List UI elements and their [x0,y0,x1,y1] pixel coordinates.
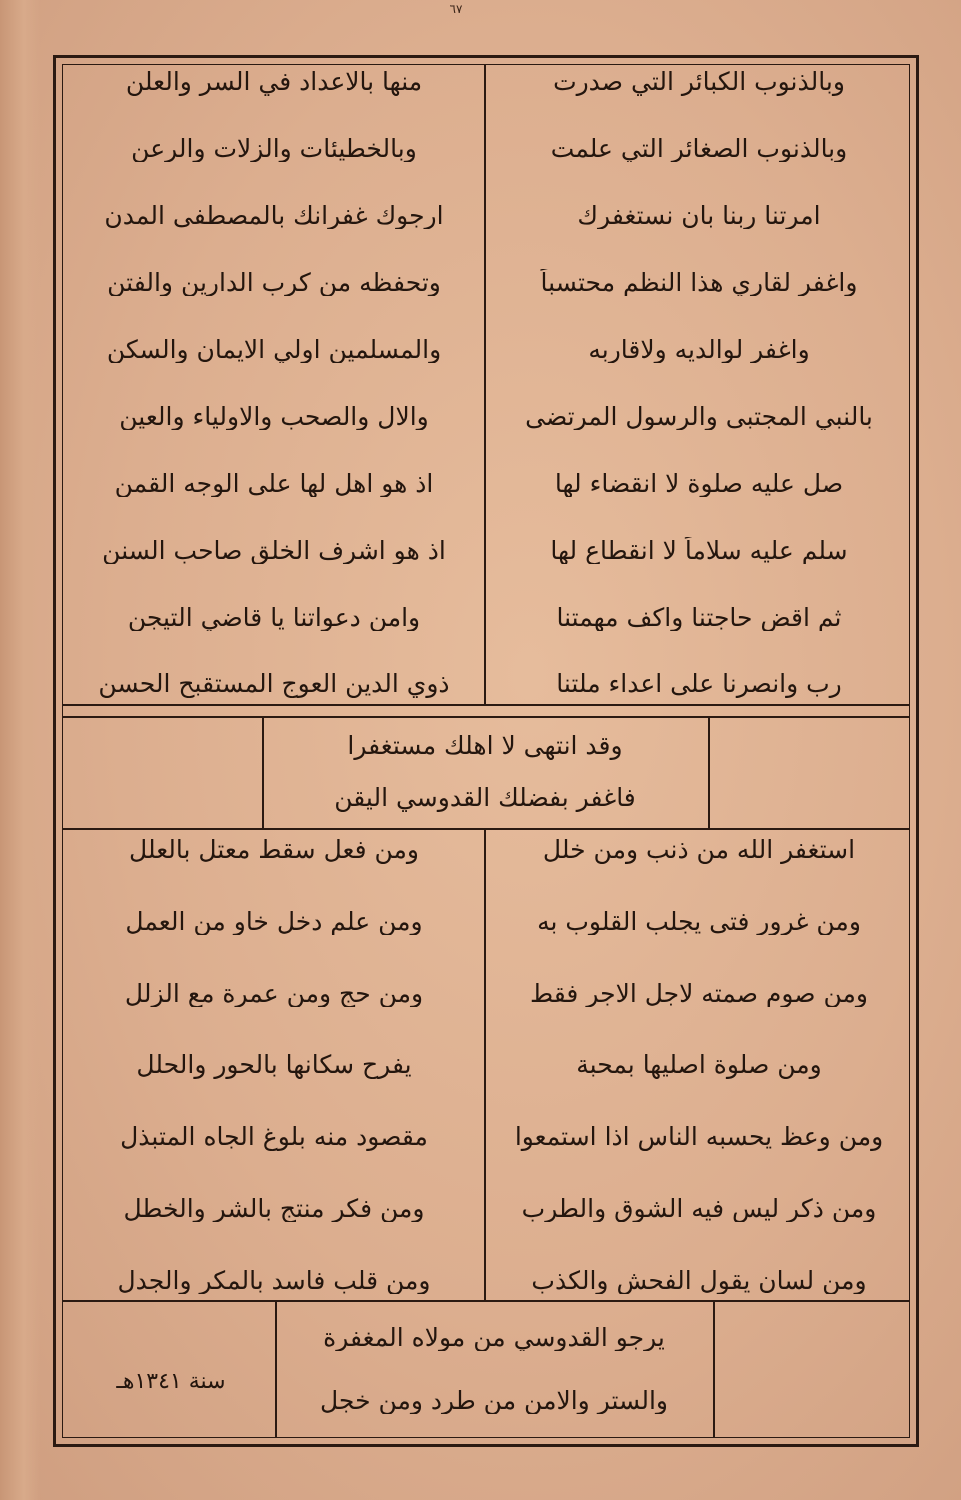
bottom-band-left-rule [275,1300,277,1438]
middle-band-top-rule [62,716,910,718]
verse-line: وبالذنوب الصغائر التي علمت [550,134,848,163]
verse-line: بالنبي المجتبى والرسول المرتضى [525,402,873,431]
middle-band-right-rule [708,716,710,828]
verse-line: ومن صلوة اصليها بمحبة [576,1051,822,1079]
verse-line: صل عليه صلوة لا انقضاء لها [554,469,844,498]
verse-line: ومن علم دخل خاو من العمل [125,907,423,936]
verse-line: والمسلمين اولي الايمان والسكن [106,335,442,364]
verse-line: ومن صوم صمته لاجل الاجر فقط [530,979,868,1007]
verse-line: استغفر الله من ذنب ومن خلل [542,836,856,864]
lower-left-column [70,836,478,1294]
upper-column-divider [484,64,486,704]
verse-line: يفرح سكانها بالحور والحلل [136,1051,412,1079]
closing-couplet [281,1306,707,1432]
verse-line: وتحفظه من كرب الدارين والفتن [107,268,441,297]
verse-line: وامن دعواتنا يا قاضي التيجن [127,603,421,631]
page-spine-edge [0,0,40,1500]
hijri-date: سنة ١٣٤١هـ [116,1369,226,1394]
upper-right-column [494,68,904,698]
verse-line: ومن لسان يقول الفحش والكذب [531,1266,867,1294]
verse-line: وبالذنوب الكبائر التي صدرت [553,68,845,96]
verse-line: اذ هو اشرف الخلق صاحب السنن [102,536,446,565]
verse-line: ذوي الدين العوج المستقبح الحسن [98,670,450,698]
verse-line: منها بالاعداد في السر والعلن [125,68,423,96]
verse-line: سلم عليه سلاماً لا انقطاع لها [550,536,848,565]
lower-section-bottom-rule [62,1300,910,1302]
lower-right-column [494,836,904,1294]
verse-line: فاغفر بفضلك القدوسي اليقن [334,784,636,812]
lower-column-divider [484,830,486,1300]
verse-line: والستر والامن من طرد ومن خجل [320,1386,668,1415]
bottom-band-right-rule [713,1300,715,1438]
upper-section-bottom-rule [62,704,910,706]
verse-line: ثم اقض حاجتنا واكف مهمتنا [556,603,842,631]
verse-line: واغفر لوالديه ولاقاربه [588,335,810,364]
verse-line: مقصود منه بلوغ الجاه المتبذل [120,1123,428,1151]
verse-line: ارجوك غفرانك بالمصطفى المدن [104,201,444,230]
verse-line: واغفر لقاري هذا النظم محتسباً [540,268,858,297]
verse-line: والال والصحب والاولياء والعين [119,402,429,431]
middle-band-bottom-rule [62,828,910,830]
verse-line: ومن غرور فتى يجلب القلوب به [537,907,861,936]
verse-line: ومن فكر منتج بالشر والخطل [123,1194,425,1223]
verse-line: ومن فعل سقط معتل بالعلل [129,836,419,864]
middle-couplet [268,720,702,824]
verse-line: ومن ذكر ليس فيه الشوق والطرب [521,1194,877,1223]
folio-number: ٦٧ [449,2,463,16]
verse-line: ومن وعظ يحسبه الناس اذا استمعوا [514,1123,884,1151]
verse-line: يرجو القدوسي من مولاه المغفرة [323,1323,665,1352]
upper-left-column [70,68,478,698]
verse-line: وبالخطيئات والزلات والرعن [131,134,417,163]
verse-line: اذ هو اهل لها على الوجه القمن [114,469,434,498]
verse-line: رب وانصرنا على اعداء ملتنا [556,670,842,698]
verse-line: ومن حج ومن عمرة مع الزلل [124,979,424,1007]
verse-line: ومن قلب فاسد بالمكر والجدل [117,1266,431,1294]
verse-line: امرتنا ربنا بان نستغفرك [577,201,821,230]
middle-band-left-rule [262,716,264,828]
verse-line: وقد انتهى لا اهلك مستغفرا [347,732,623,760]
